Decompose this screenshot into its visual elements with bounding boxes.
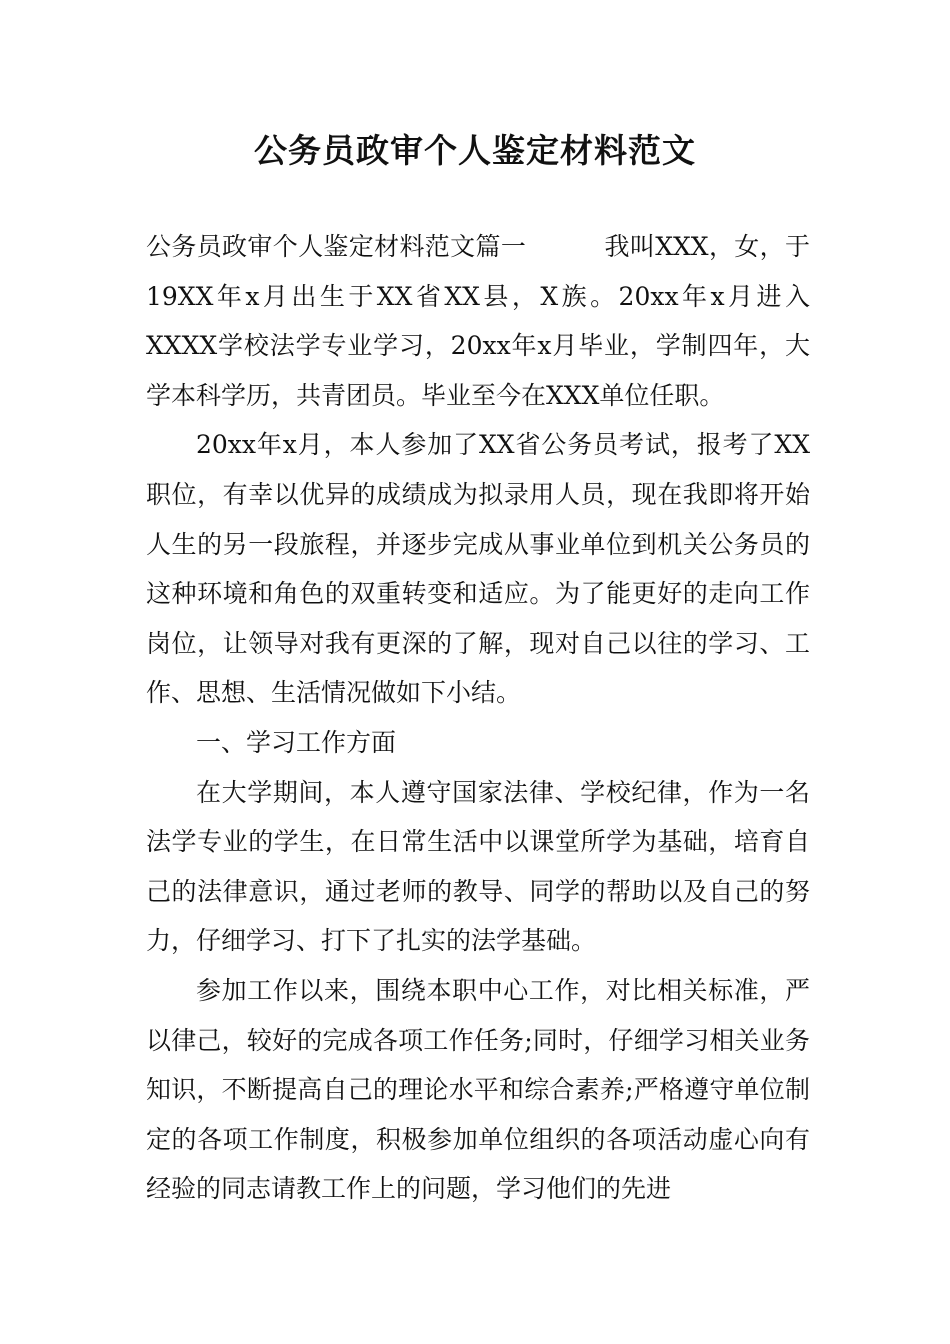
paragraph-work: 参加工作以来，围绕本职中心工作，对比相关标准，严以律己，较好的完成各项工作任务;同时，仔细学习相关业务知识，不断提高自己的理论水平和综合素养;严格遵守单位制定的各项工作制度，积极参加单位组织的各项活动虚心向有经验的同志请教工作上的问题，学习他们的先进 [146,975,810,1204]
paragraph-exam: 20xx年x月，本人参加了XX省公务员考试，报考了XX职位，有幸以优异的成绩成为拟录用人员，现在我即将开始人生的另一段旅程，并逐步完成从事业单位到机关公务员的这种环境和角色的双重转变和适应。为了能更好的走向工作岗位，让领导对我有更深的了解，现对自己以往的学习、工作、思想、生活情况做如下小结。 [146,430,810,708]
intro-text: 我叫XXX，女，于19XX年x月出生于XX省XX县，X族。20xx年x月进入XXXX学校法学专业学习，20xx年x月毕业，学制四年，大学本科学历，共青团员。毕业至今在XXX单位任职。 [146,232,810,410]
document-body [146,222,810,1214]
intro-lead: 公务员政审个人鉴定材料范文篇一 [146,232,527,261]
paragraph-university: 在大学期间，本人遵守国家法律、学校纪律，作为一名法学专业的学生，在日常生活中以课堂所学为基础，培育自己的法律意识，通过老师的教导、同学的帮助以及自己的努力，仔细学习、打下了扎实的法学基础。 [146,777,810,956]
intro-paragraph [146,222,810,420]
section-heading-study-work: 一、学习工作方面 [196,727,397,757]
document-title: 公务员政审个人鉴定材料范文 [254,131,696,170]
